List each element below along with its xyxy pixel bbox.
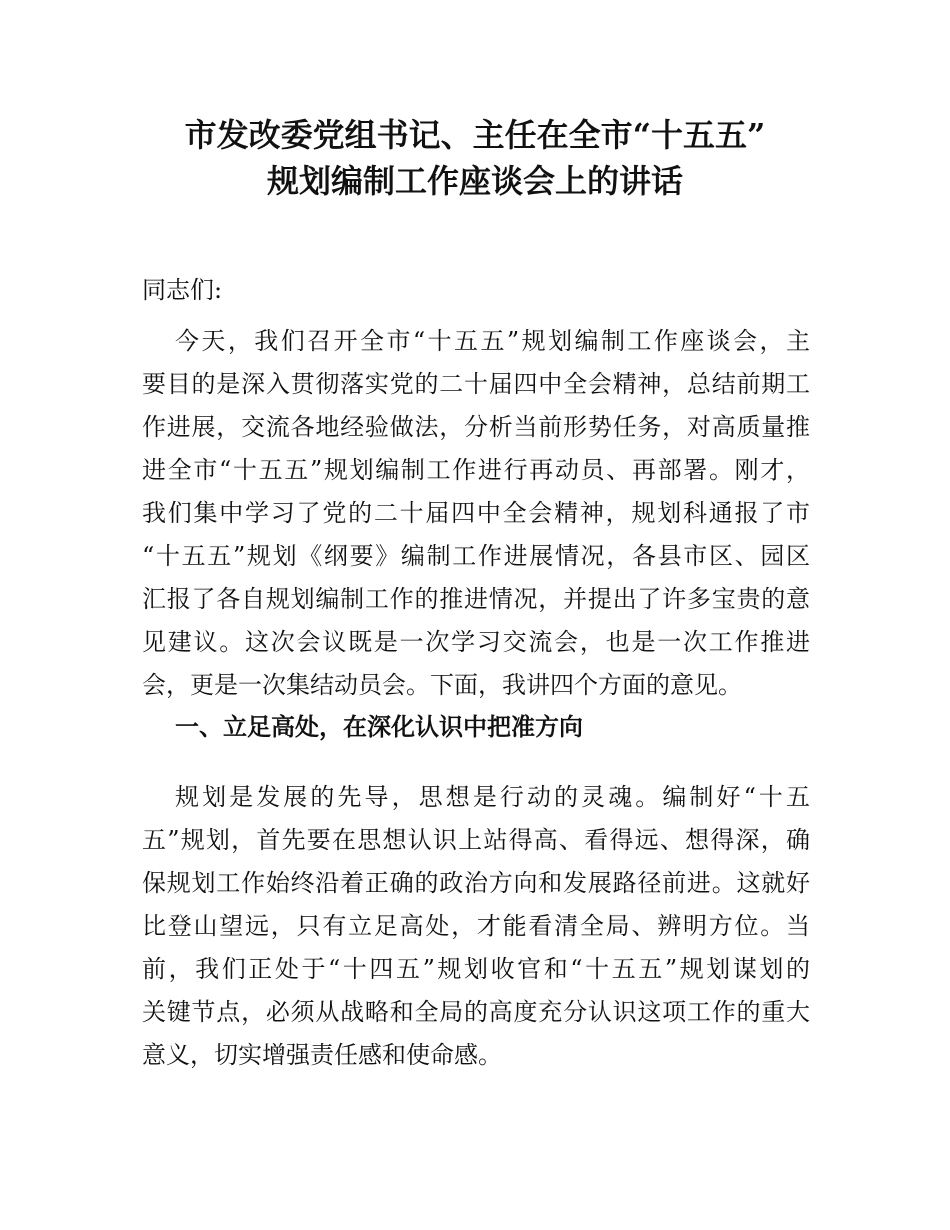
paragraph-line: 进全市“十五五”规划编制工作进行再动员、再部署。刚才， [142,456,810,484]
paragraph-line: 比登山望远，只有立足高处，才能看清全局、辨明方位。当 [142,912,810,940]
paragraph-line: 会，更是一次集结动员会。下面，我讲四个方面的意见。 [142,671,742,699]
document-title-line-1: 市发改委党组书记、主任在全市“十五五” [184,116,766,154]
paragraph-line: 今天，我们召开全市“十五五”规划编制工作座谈会，主 [175,327,810,355]
paragraph-line: 意义，切实增强责任感和使命感。 [142,1041,502,1069]
section-heading-1: 一、立足高处，在深化认识中把准方向 [175,713,583,741]
paragraph-line: 规划是发展的先导，思想是行动的灵魂。编制好“十五 [175,783,810,811]
paragraph-line: 保规划工作始终沿着正确的政治方向和发展路径前进。这就好 [142,869,810,897]
paragraph-line: 五”规划，首先要在思想认识上站得高、看得远、想得深，确 [142,826,810,854]
paragraph-line: 关键节点，必须从战略和全局的高度充分认识这项工作的重大 [142,998,810,1026]
paragraph-line: 汇报了各自规划编制工作的推进情况，并提出了许多宝贵的意 [142,585,810,613]
document-title-line-2: 规划编制工作座谈会上的讲话 [266,162,683,200]
paragraph-line: 见建议。这次会议既是一次学习交流会，也是一次工作推进 [142,628,810,656]
paragraph-line: “十五五”规划《纲要》编制工作进展情况，各县市区、园区 [142,542,810,570]
salutation: 同志们: [142,276,223,304]
paragraph-line: 作进展，交流各地经验做法，分析当前形势任务，对高质量推 [142,413,810,441]
paragraph-line: 要目的是深入贯彻落实党的二十届四中全会精神，总结前期工 [142,370,810,398]
paragraph-line: 我们集中学习了党的二十届四中全会精神，规划科通报了市 [142,499,810,527]
paragraph-line: 前，我们正处于“十四五”规划收官和“十五五”规划谋划的 [142,955,810,983]
